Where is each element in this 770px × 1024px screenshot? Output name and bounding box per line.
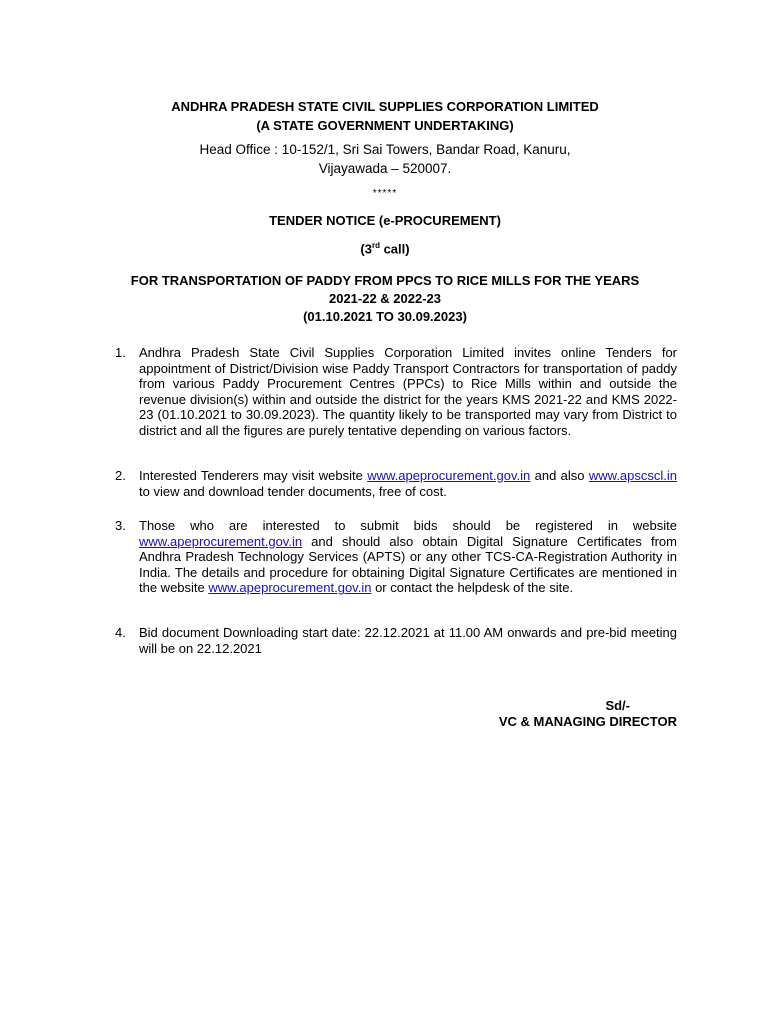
- signature-designation: VC & MANAGING DIRECTOR: [498, 714, 677, 729]
- notice-title: TENDER NOTICE (e-PROCUREMENT): [269, 213, 501, 228]
- item-number: 4.: [115, 625, 126, 640]
- separator: *****: [372, 188, 398, 199]
- subject-line-3: (01.10.2021 TO 30.09.2023): [303, 309, 467, 324]
- call-open: (3: [360, 241, 372, 257]
- address-line-1: Head Office : 10-152/1, Sri Sai Towers, Bandar Road, Kanuru,: [199, 142, 571, 157]
- item-number: 3.: [115, 518, 126, 533]
- item-text: [139, 518, 677, 596]
- org-subtitle: (A STATE GOVERNMENT UNDERTAKING): [256, 118, 514, 133]
- list-item: [115, 345, 677, 439]
- item-text: [139, 468, 677, 499]
- item-text-part: or contact the helpdesk of the site.: [371, 580, 574, 596]
- item-text-part: Those who are interested to submit bids should be registered in website: [139, 518, 677, 533]
- item-text-part: and also: [530, 468, 589, 483]
- item-number: 1.: [115, 345, 126, 360]
- item-number: 2.: [115, 468, 126, 483]
- apscscl-link[interactable]: www.apscscl.in: [588, 468, 678, 483]
- call-superscript: rd: [371, 241, 380, 250]
- subject-line-2: 2021-22 & 2022-23: [328, 291, 442, 306]
- address-line-2: Vijayawada – 520007.: [318, 161, 452, 176]
- subject-line-1: FOR TRANSPORTATION OF PADDY FROM PPCS TO RICE MILLS FOR THE YEARS: [130, 273, 640, 288]
- list-item: [115, 518, 677, 596]
- item-text-part: and should also obtain Digital Signature Certificates from Andhra Pradesh Technology Services (APTS) or any other TCS-CA-Registration Authority in India. The details and procedure for obtaining Digital Signature Certificates are mentioned in the website: [139, 533, 677, 596]
- eprocurement-link[interactable]: www.apeprocurement.gov.in: [367, 468, 531, 483]
- signature-sd: Sd/-: [605, 698, 630, 713]
- call-close: call): [379, 241, 410, 257]
- item-text-part: Interested Tenderers may visit website: [139, 468, 368, 483]
- org-name: ANDHRA PRADESH STATE CIVIL SUPPLIES CORPORATION LIMITED: [171, 99, 599, 114]
- item-text: Bid document Downloading start date: 22.12.2021 at 11.00 AM onwards and pre-bid meeting will be on 22.12.2021: [139, 625, 677, 656]
- item-text-part: to view and download tender documents, free of cost.: [139, 483, 447, 499]
- eprocurement-link[interactable]: www.apeprocurement.gov.in: [208, 580, 372, 596]
- eprocurement-link[interactable]: www.apeprocurement.gov.in: [139, 533, 303, 549]
- list-item: [115, 625, 677, 656]
- list-item: [115, 468, 677, 499]
- item-text: Andhra Pradesh State Civil Supplies Corporation Limited invites online Tenders for appointment of District/Division wise Paddy Transport Contractors for transportation of paddy from various Paddy Procurement Centres (PPCs) to Rice Mills within and outside the revenue division(s) within and outside the district for the years KMS 2021-22 and KMS 2022-23 (01.10.2021 to 30.09.2023). The quantity likely to be transported may vary from District to district and all the figures are purely tentative depending on various factors.: [139, 345, 677, 438]
- call-number: [0, 241, 770, 256]
